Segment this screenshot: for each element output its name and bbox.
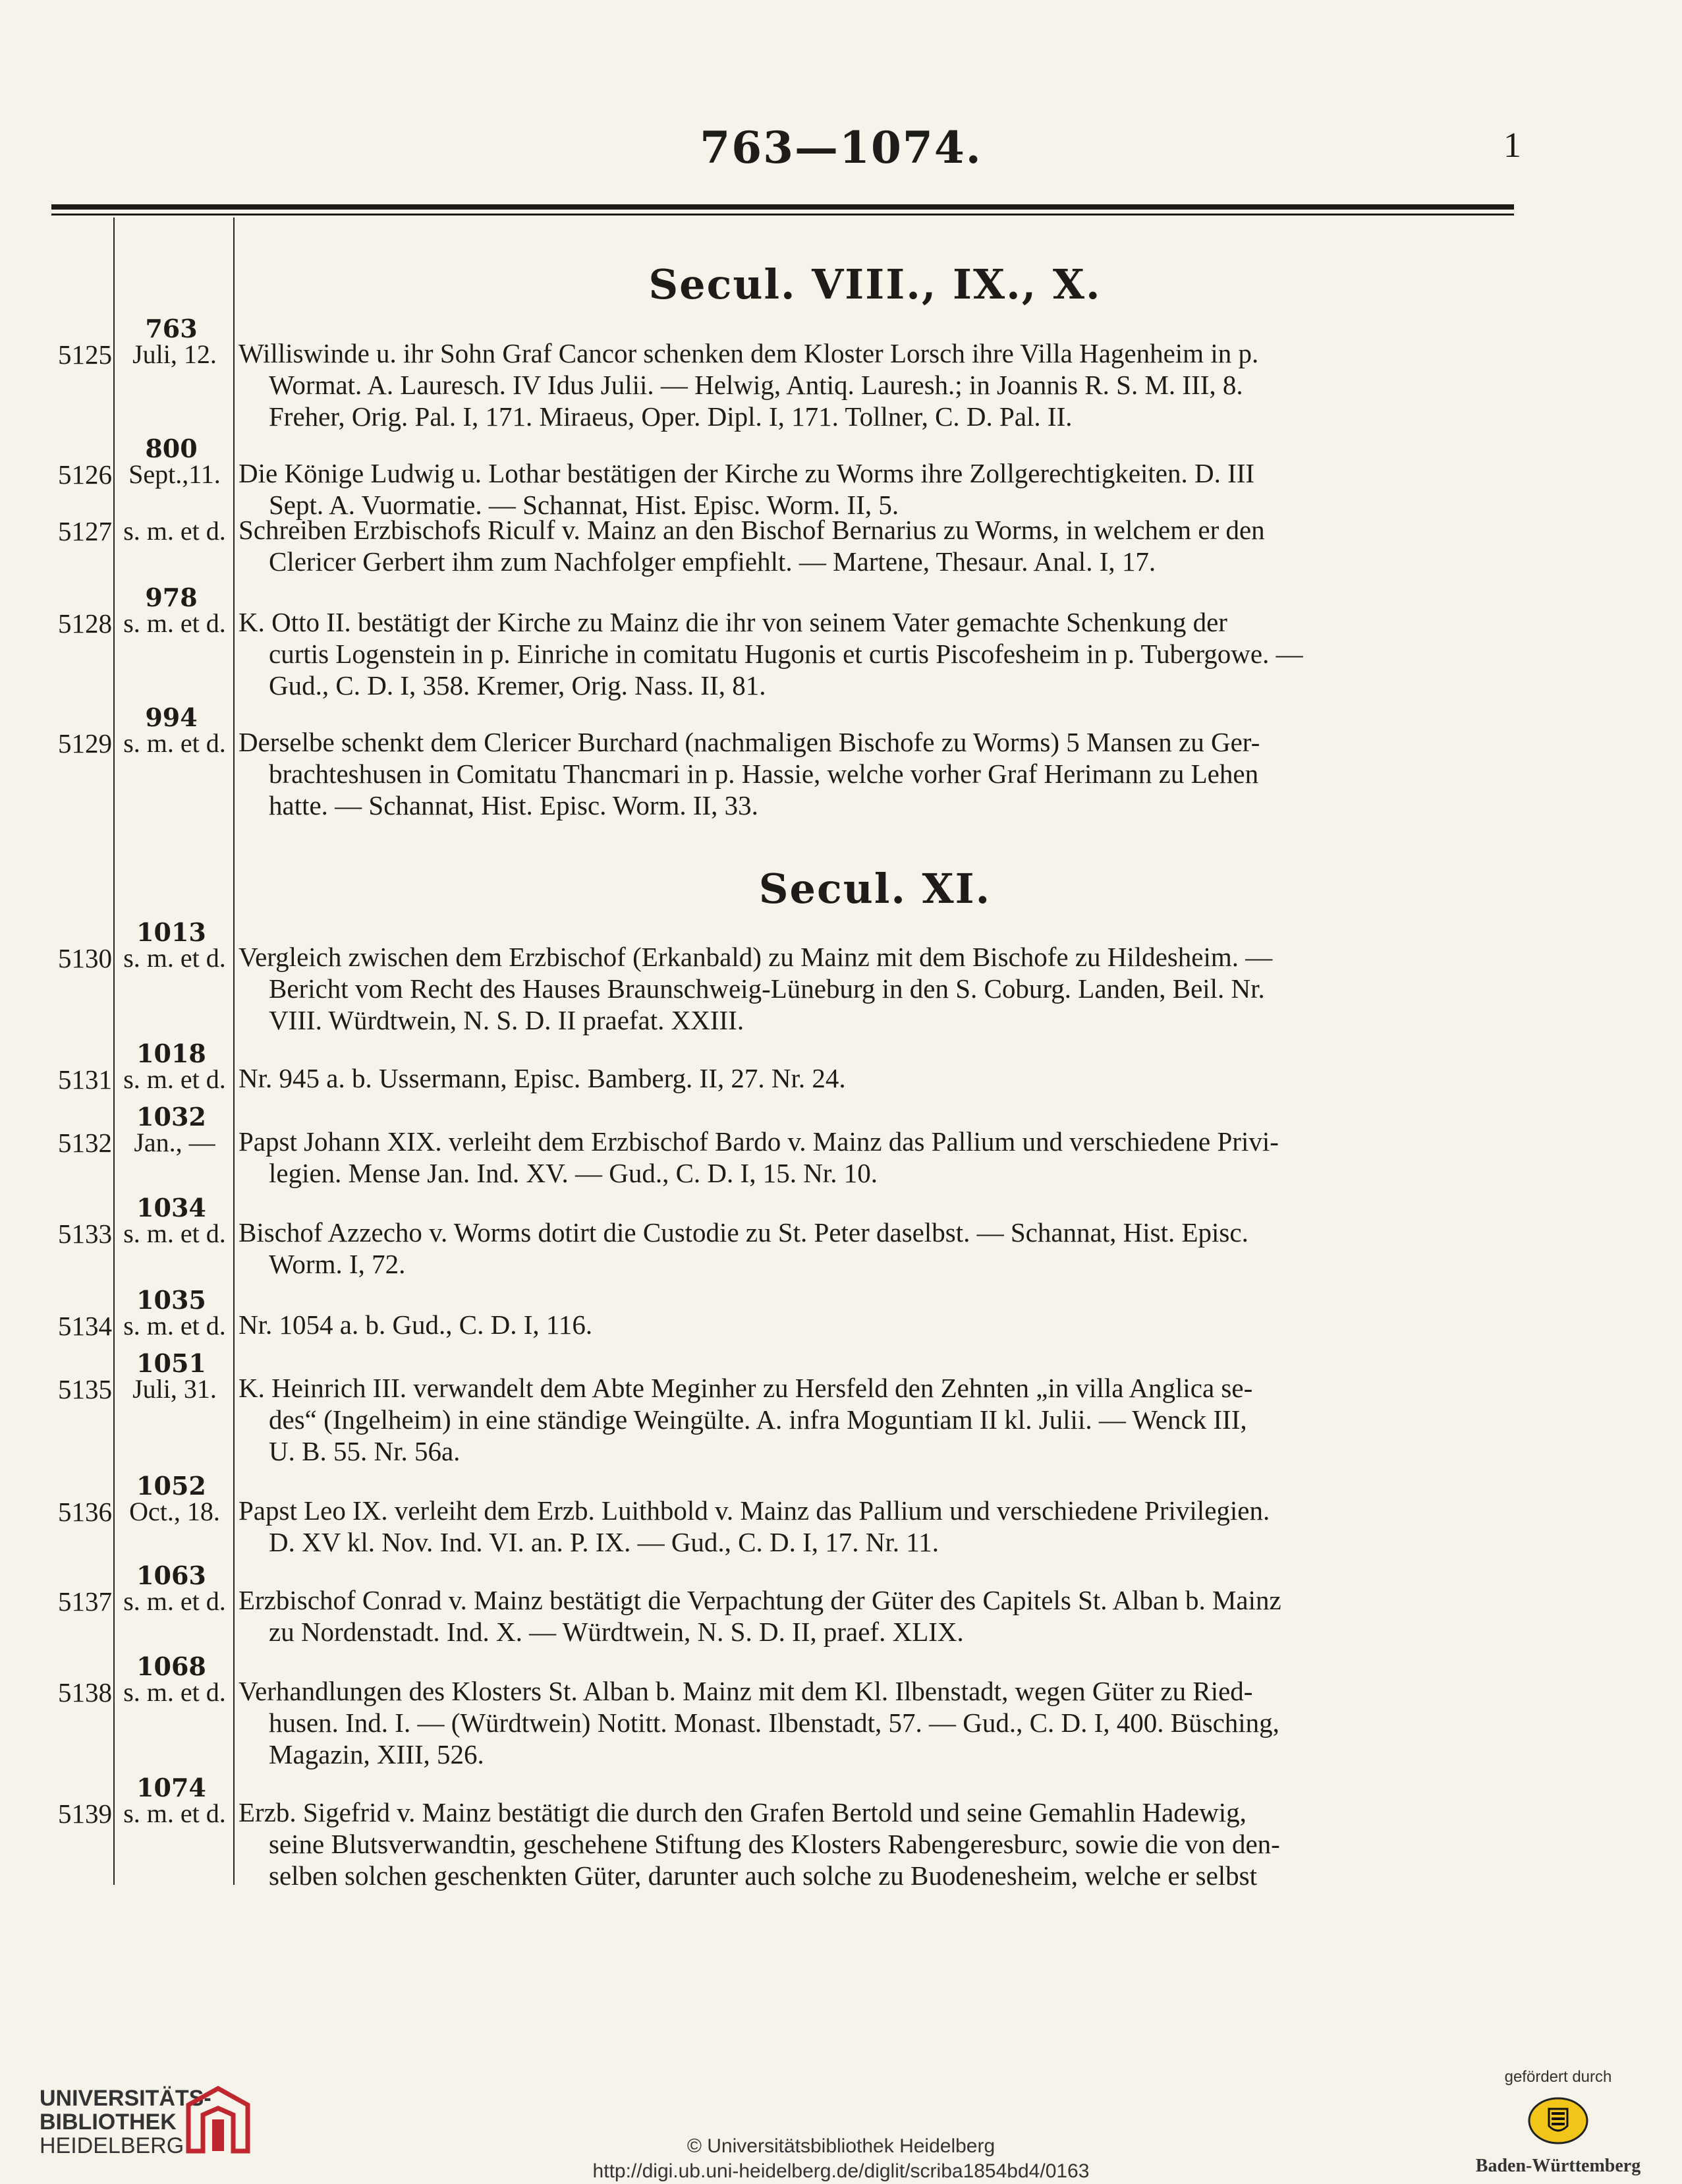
entry-line: Erzbischof Conrad v. Mainz bestätigt die Verpachtung der Güter des Capitels St. Alban b. Mainz bbox=[238, 1585, 1281, 1615]
entry-line: hatte. — Schannat, Hist. Episc. Worm. II, 33. bbox=[269, 790, 758, 820]
entry-date: s. m. et d. bbox=[123, 1219, 226, 1248]
entry-date: s. m. et d. bbox=[123, 1677, 226, 1707]
entry-line: K. Otto II. bestätigt der Kirche zu Mainz die ihr von seinem Vater gemachte Schenkung der bbox=[238, 607, 1227, 637]
entry-date: Juli, 12. bbox=[132, 339, 217, 369]
entry-date: Oct., 18. bbox=[129, 1497, 220, 1526]
entry-year: 1068 bbox=[136, 1652, 206, 1681]
entry-text bbox=[238, 1372, 1523, 1467]
entry-number: 5137 bbox=[58, 1586, 112, 1617]
entry-line: Bischof Azzecho v. Worms dotirt die Custodie zu St. Peter daselbst. — Schannat, Hist. Episc. bbox=[238, 1217, 1248, 1248]
library-line: BIBLIOTHEK bbox=[40, 2110, 177, 2135]
entry-line: brachteshusen in Comitatu Thancmari in p. Hassie, welche vorher Graf Herimann zu Lehen bbox=[269, 759, 1259, 789]
entry-text bbox=[238, 941, 1523, 1036]
entry-line: Wormat. A. Lauresch. IV Idus Julii. — Helwig, Antiq. Lauresh.; in Joannis R. S. M. III, 8. bbox=[269, 370, 1243, 400]
entry-year: 1052 bbox=[136, 1471, 206, 1501]
entry-year: 1051 bbox=[136, 1348, 206, 1378]
funded-by-label: gefördert durch bbox=[1504, 2068, 1612, 2086]
entry-year: 1013 bbox=[136, 917, 206, 947]
column-divider-date bbox=[233, 217, 235, 1885]
entry-line: Vergleich zwischen dem Erzbischof (Erkanbald) zu Mainz mit dem Bischofe zu Hildesheim. — bbox=[238, 942, 1273, 972]
copyright-footer bbox=[0, 2134, 1682, 2184]
entry-line: D. XV kl. Nov. Ind. VI. an. P. IX. — Gud., C. D. I, 17. Nr. 11. bbox=[269, 1527, 939, 1557]
entry-line: Verhandlungen des Klosters St. Alban b. Mainz mit dem Kl. Ilbenstadt, wegen Güter zu Ried- bbox=[238, 1676, 1253, 1706]
entry-line: Schreiben Erzbischofs Riculf v. Mainz an den Bischof Bernarius zu Worms, in welchem er den bbox=[238, 515, 1265, 545]
entry-line: Freher, Orig. Pal. I, 171. Miraeus, Oper. Dipl. I, 171. Tollner, C. D. Pal. II. bbox=[269, 401, 1073, 432]
entry-line: legien. Mense Jan. Ind. XV. — Gud., C. D. I, 15. Nr. 10. bbox=[269, 1158, 878, 1188]
sponsor-block bbox=[1469, 2068, 1647, 2180]
entry-text bbox=[238, 1584, 1523, 1648]
entry-text bbox=[238, 337, 1523, 432]
entry-number: 5139 bbox=[58, 1798, 112, 1829]
entry-date: s. m. et d. bbox=[123, 943, 226, 973]
entry-line: Die Könige Ludwig u. Lothar bestätigen der Kirche zu Worms ihre Zollgerechtigkeiten. D. III bbox=[238, 458, 1255, 488]
entry-number: 5126 bbox=[58, 459, 112, 490]
library-line: HEIDELBERG bbox=[40, 2133, 184, 2158]
entry-date: s. m. et d. bbox=[123, 516, 226, 546]
entry-line: Nr. 945 a. b. Ussermann, Episc. Bamberg. II, 27. Nr. 24. bbox=[238, 1063, 846, 1093]
entry-date: Sept.,11. bbox=[128, 459, 221, 489]
entry-number: 5127 bbox=[58, 516, 112, 546]
entry-line: Papst Johann XIX. verleiht dem Erzbischof Bardo v. Mainz das Pallium und verschiedene Privi- bbox=[238, 1126, 1279, 1157]
entry-number: 5133 bbox=[58, 1219, 112, 1249]
entry-line: Gud., C. D. I, 358. Kremer, Orig. Nass. II, 81. bbox=[269, 670, 766, 701]
entry-date: s. m. et d. bbox=[123, 1064, 226, 1094]
entry-line: U. B. 55. Nr. 56a. bbox=[269, 1436, 461, 1466]
entry-line: seine Blutsverwandtin, geschehene Stiftung des Klosters Rabengeresburc, sowie die von den- bbox=[269, 1829, 1280, 1859]
entry-year: 1035 bbox=[136, 1285, 206, 1315]
header-rule bbox=[51, 204, 1514, 210]
entry-line: Bericht vom Recht des Hauses Braunschweig-Lüneburg in den S. Coburg. Landen, Beil. Nr. bbox=[269, 973, 1265, 1004]
entry-year: 1018 bbox=[136, 1039, 206, 1068]
entry-year: 994 bbox=[145, 703, 198, 732]
entry-date: s. m. et d. bbox=[123, 1798, 226, 1828]
entry-date: s. m. et d. bbox=[123, 1586, 226, 1616]
entry-text bbox=[238, 457, 1523, 521]
entry-year: 1074 bbox=[136, 1773, 206, 1802]
entry-line: Erzb. Sigefrid v. Mainz bestätigt die durch den Grafen Bertold und seine Gemahlin Hadewig, bbox=[238, 1797, 1247, 1827]
entry-line: Sept. A. Vuormatie. — Schannat, Hist. Episc. Worm. II, 5. bbox=[269, 490, 899, 520]
entry-text bbox=[238, 1675, 1523, 1770]
entry-text bbox=[238, 514, 1523, 577]
entry-date: Juli, 31. bbox=[132, 1374, 217, 1404]
entry-line: Worm. I, 72. bbox=[269, 1249, 406, 1279]
copyright-text: © Universitätsbibliothek Heidelberg bbox=[687, 2135, 995, 2157]
entry-number: 5136 bbox=[58, 1497, 112, 1527]
entry-date: Jan., — bbox=[134, 1128, 215, 1157]
entry-year: 1032 bbox=[136, 1102, 206, 1132]
entry-number: 5132 bbox=[58, 1128, 112, 1158]
entry-number: 5129 bbox=[58, 728, 112, 759]
entry-number: 5134 bbox=[58, 1311, 112, 1341]
entry-line: Nr. 1054 a. b. Gud., C. D. I, 116. bbox=[238, 1309, 593, 1340]
header-rule-thin bbox=[51, 214, 1514, 216]
page-range-title: 763—1074. bbox=[700, 122, 982, 173]
entry-line: Papst Leo IX. verleiht dem Erzb. Luithbold v. Mainz das Pallium und verschiedene Privilegien. bbox=[238, 1495, 1270, 1526]
entry-year: 978 bbox=[145, 583, 198, 612]
entry-line: K. Heinrich III. verwandelt dem Abte Meginher zu Hersfeld den Zehnten „in villa Anglica se- bbox=[238, 1373, 1253, 1403]
entry-line: des“ (Ingelheim) in eine ständige Weingülte. A. infra Moguntiam II kl. Julii. — Wenck III, bbox=[269, 1404, 1247, 1435]
state-coat-of-arms-icon bbox=[1527, 2096, 1590, 2146]
entry-line: Derselbe schenkt dem Clericer Burchard (nachmaligen Bischofe zu Worms) 5 Mansen zu Ger- bbox=[238, 727, 1260, 757]
entry-line: Clericer Gerbert ihm zum Nachfolger empfiehlt. — Martene, Thesaur. Anal. I, 17. bbox=[269, 546, 1156, 577]
entry-year: 763 bbox=[145, 314, 198, 343]
entry-line: Magazin, XIII, 526. bbox=[269, 1739, 484, 1769]
entry-text bbox=[238, 1495, 1523, 1558]
entry-line: zu Nordenstadt. Ind. X. — Würdtwein, N. S. D. II, praef. XLIX. bbox=[269, 1617, 964, 1647]
entry-text bbox=[238, 1062, 1523, 1094]
entry-line: selben solchen geschenkten Güter, darunter auch solche zu Buodenesheim, welche er selbst bbox=[269, 1860, 1258, 1891]
entry-number: 5135 bbox=[58, 1374, 112, 1404]
library-line: UNIVERSITÄTS- bbox=[40, 2086, 211, 2111]
entry-text bbox=[238, 1126, 1523, 1189]
entry-number: 5131 bbox=[58, 1064, 112, 1095]
page-header bbox=[0, 122, 1682, 175]
entry-text bbox=[238, 1217, 1523, 1280]
entry-date: s. m. et d. bbox=[123, 728, 226, 758]
entry-date: s. m. et d. bbox=[123, 608, 226, 638]
entry-number: 5138 bbox=[58, 1677, 112, 1708]
entry-text bbox=[238, 606, 1523, 701]
entry-line: husen. Ind. I. — (Würdtwein) Notitt. Monast. Ilbenstadt, 57. — Gud., C. D. I, 400. Büsching, bbox=[269, 1708, 1279, 1738]
entry-number: 5128 bbox=[58, 608, 112, 639]
entry-line: Williswinde u. ihr Sohn Graf Cancor schenken dem Kloster Lorsch ihre Villa Hagenheim in p. bbox=[238, 338, 1259, 368]
section-title: Secul. VIII., IX., X. bbox=[648, 260, 1102, 308]
permalink-url[interactable]: http://digi.ub.uni-heidelberg.de/diglit/scriba1854bd4/0163 bbox=[592, 2160, 1090, 2182]
entry-date: s. m. et d. bbox=[123, 1311, 226, 1340]
entry-year: 800 bbox=[145, 434, 198, 463]
section-title: Secul. XI. bbox=[758, 865, 992, 913]
state-name: Baden-Württemberg bbox=[1475, 2156, 1641, 2176]
entry-year: 1063 bbox=[136, 1561, 206, 1590]
entry-text bbox=[238, 1796, 1523, 1891]
page-number: 1 bbox=[1503, 125, 1521, 165]
entry-number: 5125 bbox=[58, 339, 112, 370]
entry-line: VIII. Würdtwein, N. S. D. II praefat. XXIII. bbox=[269, 1005, 744, 1035]
entry-number: 5130 bbox=[58, 943, 112, 973]
entry-text bbox=[238, 1309, 1523, 1340]
entry-line: curtis Logenstein in p. Einriche in comitatu Hugonis et curtis Piscofesheim in p. Tubergowe. — bbox=[269, 639, 1303, 669]
entry-text bbox=[238, 726, 1523, 821]
entry-year: 1034 bbox=[136, 1193, 206, 1222]
